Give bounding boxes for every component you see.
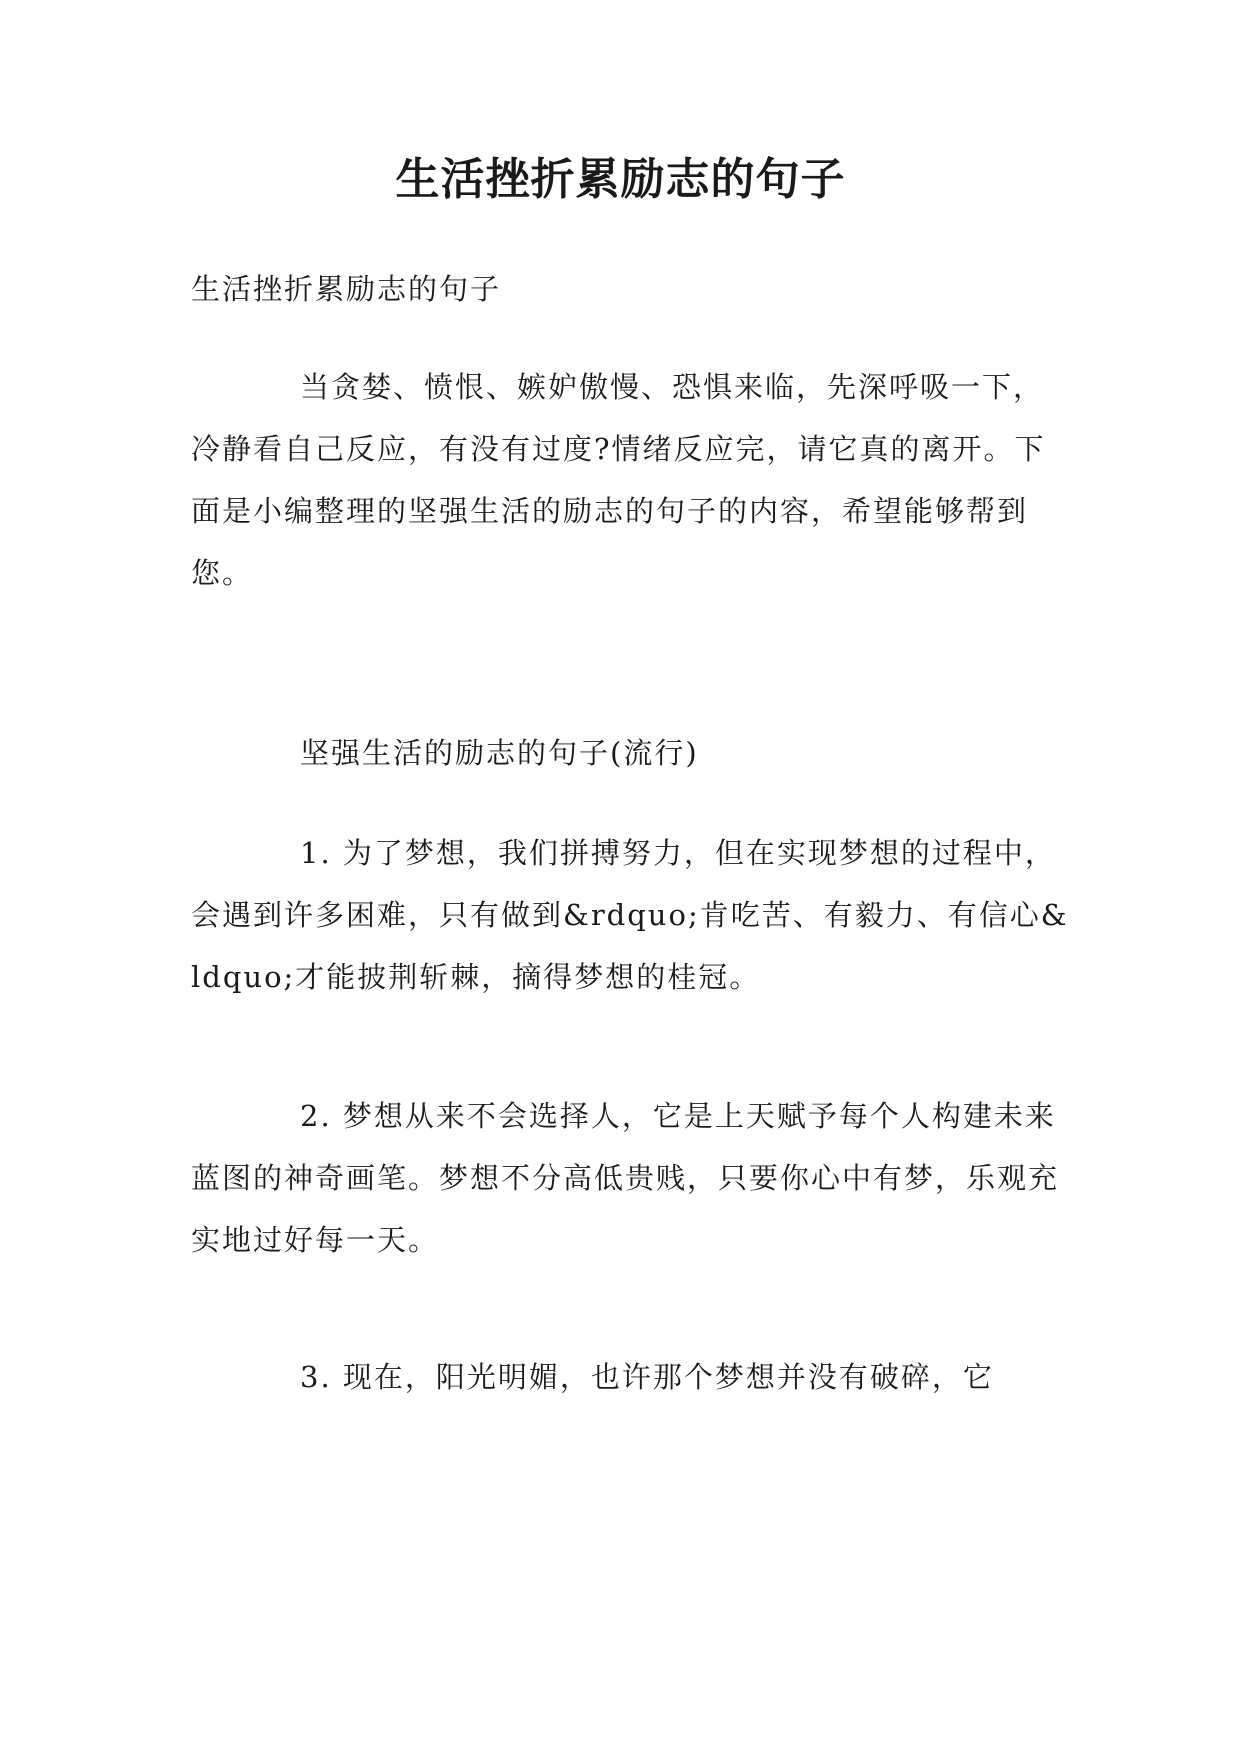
- section-heading: 坚强生活的励志的句子(流行): [300, 736, 699, 770]
- list-item: 2. 梦想从来不会选择人，它是上天赋予每个人构建未来蓝图的神奇画笔。梦想不分高低贵贱，只要你心中有梦，乐观充实地过好每一天。: [191, 1099, 1060, 1257]
- document-subtitle: 生活挫折累励志的句子: [191, 272, 502, 306]
- list-item: 1. 为了梦想，我们拼搏努力，但在实现梦想的过程中，会遇到许多困难，只有做到&rdquo;肯吃苦、有毅力、有信心&ldquo;才能披荆斩棘，摘得梦想的桂冠。: [191, 836, 1069, 994]
- document-title: 生活挫折累励志的句子: [395, 154, 846, 205]
- list-item: 3. 现在，阳光明媚，也许那个梦想并没有破碎，它: [300, 1360, 994, 1394]
- intro-paragraph: 当贪婪、愤恨、嫉妒傲慢、恐惧来临，先深呼吸一下，冷静看自己反应，有没有过度?情绪反应完，请它真的离开。下面是小编整理的坚强生活的励志的句子的内容，希望能够帮到您。: [191, 370, 1046, 590]
